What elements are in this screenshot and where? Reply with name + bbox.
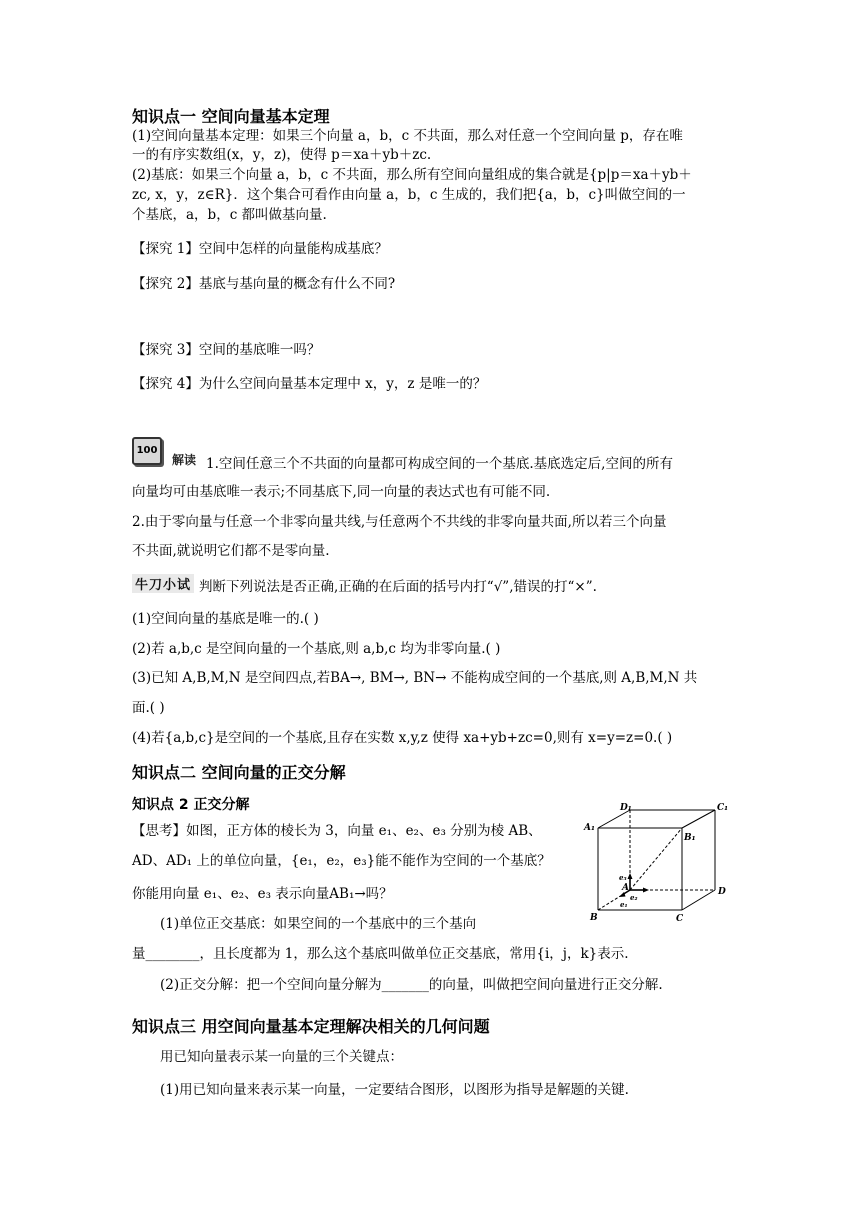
quiz-intro: 判断下列说法是否正确,正确的在后面的括号内打“√”,错误的打“×”.: [199, 579, 597, 595]
cube-figure: [580, 800, 740, 925]
section3-line-2: (1)用已知向量来表示某一向量，一定要结合图形，以图形为指导是解题的关键.: [160, 1082, 629, 1098]
ortho-basis-line-1: (1)单位正交基底：如果空间的一个基底中的三个基向: [160, 916, 477, 932]
theorem-line-1: (1)空间向量基本定理：如果三个向量 a，b，c 不共面，那么对任意一个空间向量 p，存在唯: [132, 128, 683, 144]
quiz-item-3-line-2: 面.( ): [132, 700, 165, 716]
label-e1: e₁: [620, 900, 628, 909]
explore-2: 【探究 2】基底与基向量的概念有什么不同?: [132, 276, 396, 292]
ortho-decomp: (2)正交分解：把一个空间向量分解为_______的向量，叫做把空间向量进行正交分解.: [160, 977, 663, 993]
reading-line-1: 1.空间任意三个不共面的向量都可构成空间的一个基底.基底选定后,空间的所有: [206, 456, 673, 472]
arrow-e3: [628, 873, 633, 879]
label-A: A: [622, 883, 629, 893]
reading-line-2: 向量均可由基底唯一表示;不同基底下,同一向量的表达式也有可能不同.: [132, 484, 551, 500]
edge-cd: [682, 890, 715, 910]
explore-1: 【探究 1】空间中怎样的向量能构成基底？: [132, 241, 388, 257]
quiz-item-4: (4)若{a,b,c}是空间的一个基底,且存在实数 x,y,z 使得 xa+yb+zc=0,则有 x=y=z=0.( ): [132, 730, 673, 746]
quiz-tag: 牛刀小试: [132, 574, 194, 593]
quiz-item-1: (1)空间向量的基底是唯一的.( ): [132, 611, 319, 627]
think-line-3: 你能用向量 e₁、e₂、e₃ 表示向量AB₁→吗？: [132, 886, 393, 902]
label-A1: A₁: [584, 823, 595, 833]
basis-line-3: 个基底，a，b，c 都叫做基向量.: [132, 207, 327, 223]
think-line-2: AD、AD₁ 上的单位向量，{e₁，e₂，e₃}能不能作为空间的一个基底？: [132, 853, 551, 869]
label-C: C: [676, 914, 684, 924]
section1-title: 知识点一 空间向量基本定理: [132, 107, 330, 126]
theorem-line-2: 一的有序实数组(x，y，z)，使得 p＝xa＋yb＋zc.: [132, 147, 432, 163]
label-e3: e₃: [619, 873, 627, 882]
section3-title: 知识点三 用空间向量基本定理解决相关的几何问题: [132, 1017, 490, 1036]
quiz-item-2: (2)若 a,b,c 是空间向量的一个基底,则 a,b,c 均为非零向量.( ): [132, 641, 501, 657]
label-e2: e₂: [630, 893, 638, 902]
reading-line-3: 2.由于零向量与任意一个非零向量共线,与任意两个不共线的非零向量共面,所以若三个向量: [132, 514, 667, 530]
reading-badge-icon: 100: [132, 437, 162, 465]
reading-tag: 解读: [172, 453, 197, 467]
section2-title: 知识点二 空间向量的正交分解: [132, 763, 346, 782]
basis-line-1: (2)基底：如果三个向量 a，b，c 不共面，那么所有空间向量组成的集合就是{p|p＝xa＋yb＋: [132, 167, 692, 183]
think-line-1: 【思考】如图，正方体的棱长为 3，向量 e₁、e₂、e₃ 分别为棱 AB、: [132, 823, 542, 839]
quiz-item-3-line-1: (3)已知 A,B,M,N 是空间四点,若BA→, BM→, BN→ 不能构成空间的一个基底,则 A,B,M,N 共: [132, 670, 698, 686]
explore-4: 【探究 4】为什么空间向量基本定理中 x，y，z 是唯一的？: [132, 376, 487, 392]
ortho-basis-line-2: 量________，且长度都为 1，那么这个基底叫做单位正交基底，常用{i，j，k}表示.: [132, 946, 629, 962]
label-B: B: [590, 913, 598, 923]
label-B1: B₁: [684, 833, 696, 843]
diagonal-ab1: [630, 828, 682, 890]
section3-line-1: 用已知向量表示某一向量的三个关键点：: [160, 1049, 403, 1065]
arrow-e2: [643, 888, 649, 893]
reading-line-4: 不共面,就说明它们都不是零向量.: [132, 543, 330, 559]
edge-b1c1: [682, 810, 715, 828]
label-D: D: [718, 887, 726, 897]
explore-3: 【探究 3】空间的基底唯一吗？: [132, 342, 321, 358]
basis-line-2: zc, x，y，z∈R}．这个集合可看作由向量 a，b，c 生成的，我们把{a，b，c}叫做空间的一: [132, 187, 686, 203]
label-D1: D₁: [620, 803, 632, 813]
section2-subtitle: 知识点 2 正交分解: [132, 797, 250, 813]
label-C1: C₁: [717, 803, 729, 813]
